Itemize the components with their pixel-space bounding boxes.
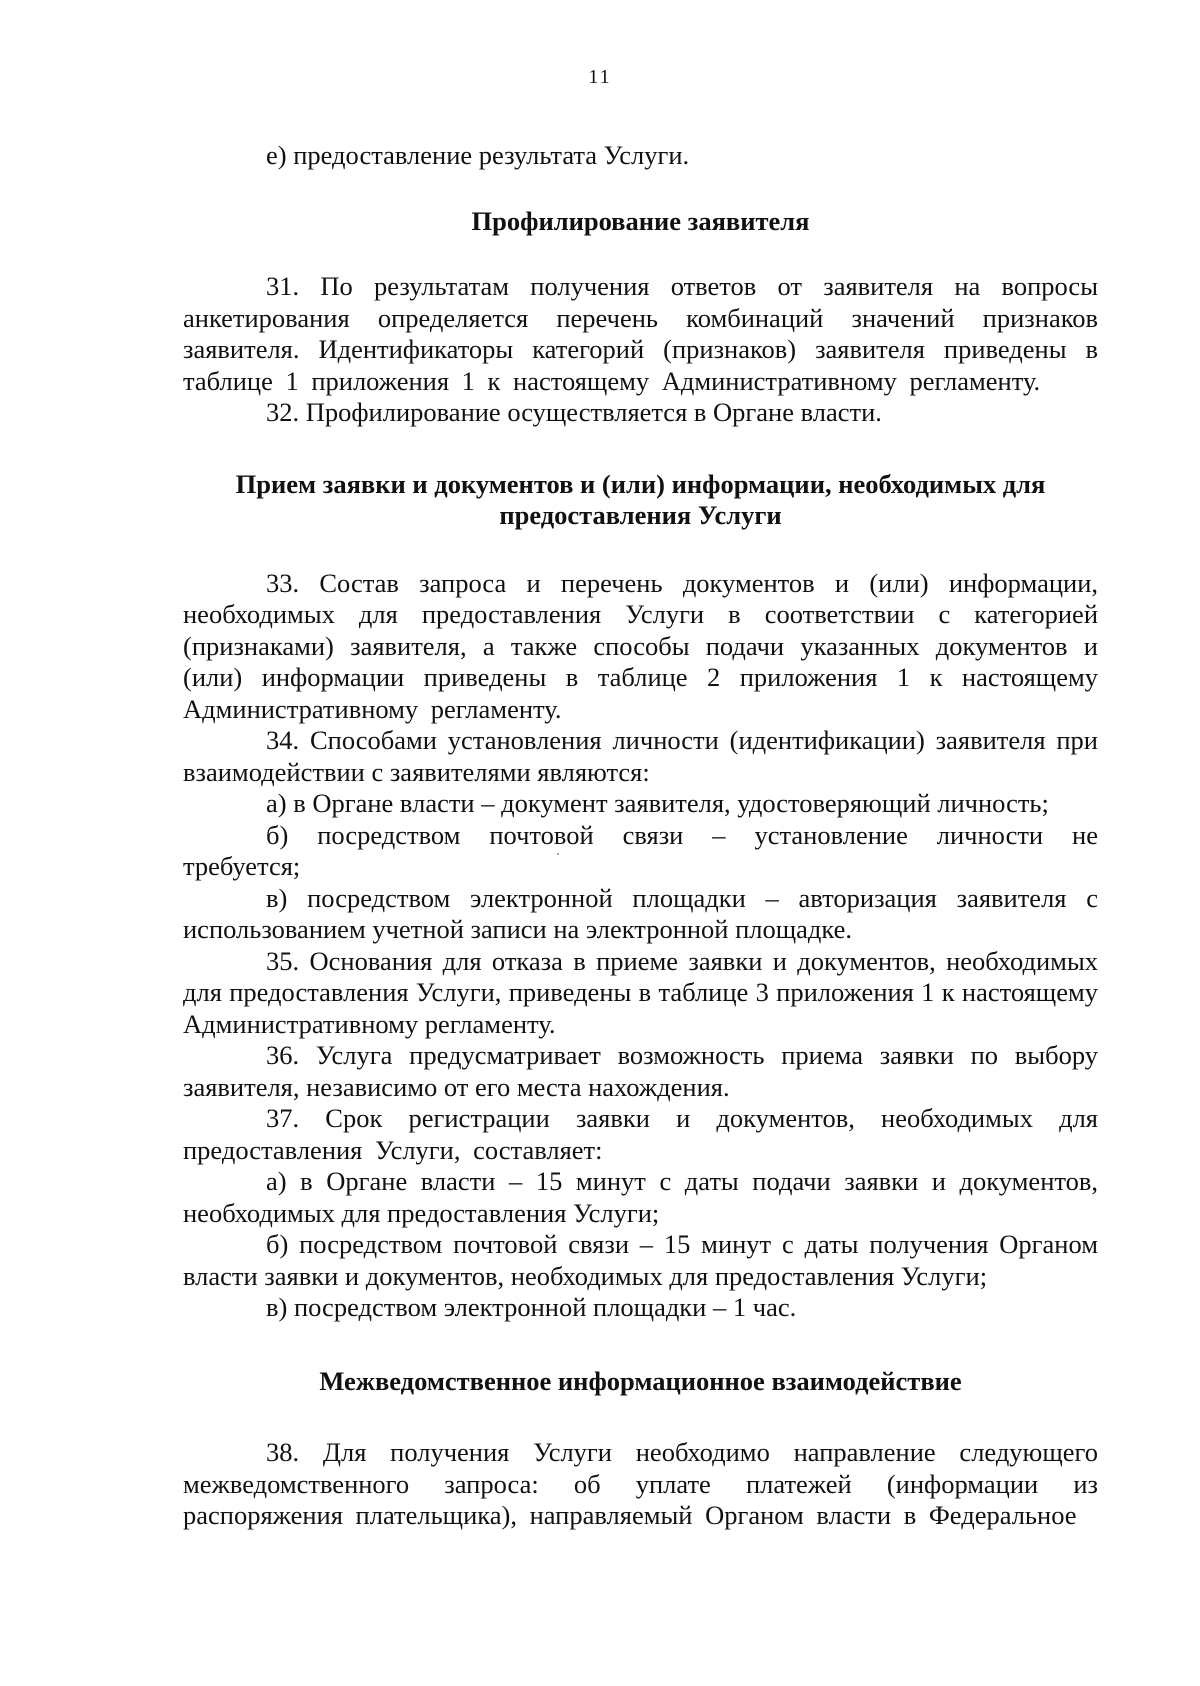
paragraph-38: 38. Для получения Услуги необходимо направление следующего межведомственного запроса: об уплате платежей (информации из распоряжения плательщика), направляемый Органом власти в Федеральное <box>183 1437 1098 1530</box>
paragraph-34-a: а) в Органе власти – документ заявителя, удостоверяющий личность; <box>266 788 1049 818</box>
paragraph-36: 36. Услуга предусматривает возможность приема заявки по выбору заявителя, независимо от его места нахождения. <box>183 1040 1098 1102</box>
paragraph-33: 33. Состав запроса и перечень документов и (или) информации, необходимых для предоставления Услуги в соответствии с категорией (признаками) заявителя, а также способы подачи указанных документов и (или) информации приведены в таблице 2 приложения 1 к настоящему Административному регламенту. <box>183 567 1098 724</box>
paragraph-35: 35. Основания для отказа в приеме заявки и документов, необходимых для предоставления Услуги, приведены в таблице 3 приложения 1 к настоящему Административному регламенту. <box>183 945 1098 1039</box>
page-number: 11 <box>588 66 612 88</box>
paragraph-34-c: в) посредством электронной площадки – авторизация заявителя с использованием учетной записи на электронной площадке. <box>183 882 1098 944</box>
heading-profiling: Профилирование заявителя <box>471 205 810 236</box>
heading-reception: Прием заявки и документов и (или) информации, необходимых для предоставления Услуги <box>235 468 1046 530</box>
paragraph-e: е) предоставление результата Услуги. <box>266 140 690 170</box>
paragraph-37-c: в) посредством электронной площадки – 1 час. <box>266 1292 797 1322</box>
scan-speck <box>557 853 559 855</box>
paragraph-31: 31. По результатам получения ответов от заявителя на вопросы анкетирования определяется перечень комбинаций значений признаков заявителя. Идентификаторы категорий (признаков) заявителя приведены в таблице 1 приложения 1 к настоящему Административному регламенту. <box>183 271 1098 396</box>
paragraph-34-b: б) посредством почтовой связи – установление личности не требуется; <box>183 819 1098 881</box>
paragraph-37-b: б) посредством почтовой связи – 15 минут с даты получения Органом власти заявки и документов, необходимых для предоставления Услуги; <box>183 1229 1098 1291</box>
paragraph-34: 34. Способами установления личности (идентификации) заявителя при взаимодействии с заявителями являются: <box>183 725 1098 787</box>
paragraph-37-a: а) в Органе власти – 15 минут с даты подачи заявки и документов, необходимых для предоставления Услуги; <box>183 1166 1098 1228</box>
paragraph-37: 37. Срок регистрации заявки и документов, необходимых для предоставления Услуги, составляет: <box>183 1103 1098 1165</box>
paragraph-32: 32. Профилирование осуществляется в Органе власти. <box>266 397 882 427</box>
heading-interagency: Межведомственное информационное взаимодействие <box>319 1365 962 1396</box>
document-body <box>183 140 1098 1532</box>
